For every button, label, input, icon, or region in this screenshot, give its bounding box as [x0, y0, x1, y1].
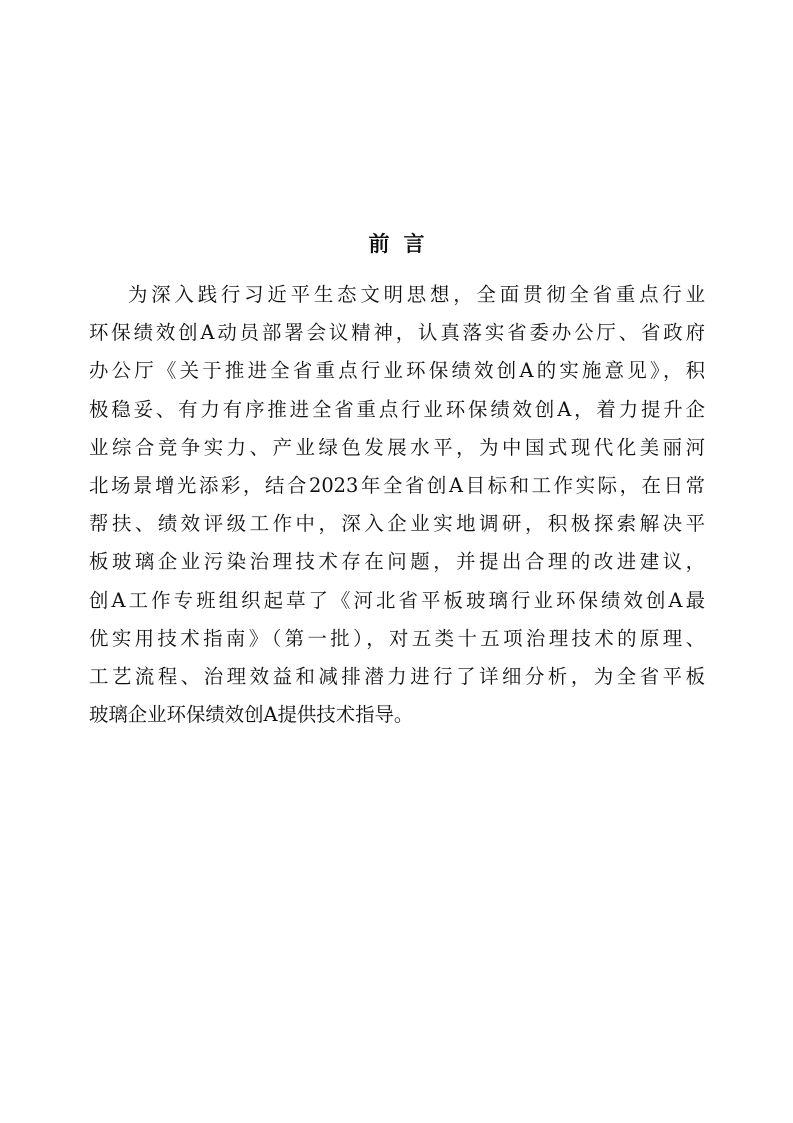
paragraph-line: 帮扶、绩效评级工作中，深入企业实地调研，积极探索解决平 [89, 512, 705, 536]
paragraph-line: 工艺流程、治理效益和减排潜力进行了详细分析，为全省平板 [89, 664, 705, 688]
paragraph-line: 创A工作专班组织起草了《河北省平板玻璃行业环保绩效创A最 [89, 588, 705, 612]
page-title: 前言 [368, 232, 439, 256]
paragraph-line: 北场景增光添彩，结合2023年全省创A目标和工作实际，在日常 [89, 473, 705, 497]
paragraph-line: 环保绩效创A动员部署会议精神，认真落实省委办公厅、省政府 [89, 321, 705, 345]
paragraph-line: 极稳妥、有力有序推进全省重点行业环保绩效创A，着力提升企 [89, 397, 705, 421]
paragraph-line: 玻璃企业环保绩效创A提供技术指导。 [89, 703, 414, 727]
paragraph-line: 办公厅《关于推进全省重点行业环保绩效创A的实施意见》，积 [89, 359, 705, 383]
preface-paragraph [89, 276, 705, 734]
paragraph-line: 为深入践行习近平生态文明思想，全面贯彻全省重点行业 [128, 283, 705, 306]
paragraph-line: 板玻璃企业污染治理技术存在问题，并提出合理的改进建议， [89, 550, 705, 574]
paragraph-line: 业综合竞争实力、产业绿色发展水平，为中国式现代化美丽河 [89, 435, 705, 459]
paragraph-line: 优实用技术指南》（第一批），对五类十五项治理技术的原理、 [89, 626, 705, 650]
